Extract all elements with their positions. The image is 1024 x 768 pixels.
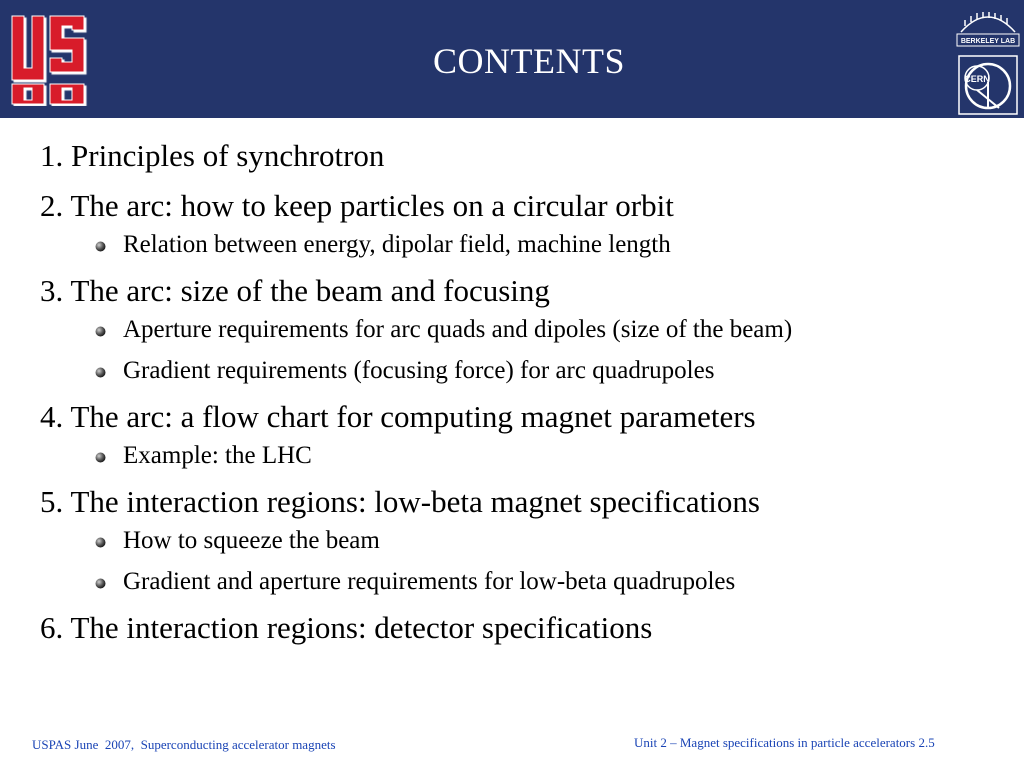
contents-subitem-label: How to squeeze the beam	[123, 527, 380, 554]
contents-subitem	[123, 356, 1010, 386]
sphere-bullet-icon	[95, 326, 106, 337]
slide-title: CONTENTS	[433, 41, 625, 81]
contents-subitem-label: Gradient requirements (focusing force) for arc quadrupoles	[123, 357, 715, 384]
contents-list	[40, 138, 1010, 660]
slide-header	[0, 0, 1024, 118]
contents-item: 4. The arc: a flow chart for computing magnet parameters	[40, 399, 756, 434]
sphere-bullet-icon	[95, 241, 106, 252]
contents-subitem-label: Gradient and aperture requirements for low-beta quadrupoles	[123, 568, 736, 595]
cern-text: CERN	[964, 74, 990, 84]
berkeley-lab-text: BERKELEY LAB	[960, 38, 1016, 45]
contents-subitem-label: Example: the LHC	[123, 442, 312, 469]
contents-subitem	[123, 441, 1010, 471]
contents-subitem	[123, 526, 1010, 556]
contents-subitem	[123, 230, 1010, 260]
contents-subitem	[123, 315, 1010, 345]
contents-item: 1. Principles of synchrotron	[40, 138, 385, 173]
contents-item: 5. The interaction regions: low-beta magnet specifications	[40, 484, 760, 519]
contents-item: 6. The interaction regions: detector specifications	[40, 610, 653, 645]
footer-course: USPAS June 2007, Superconducting accelerator magnets	[32, 737, 336, 752]
contents-item: 3. The arc: size of the beam and focusing	[40, 273, 550, 308]
berkeley-lab-icon	[961, 12, 1015, 32]
sphere-bullet-icon	[95, 367, 106, 378]
berkeley-cern-logo	[955, 4, 1021, 116]
sphere-bullet-icon	[95, 452, 106, 463]
sphere-bullet-icon	[95, 578, 106, 589]
footer-unit: Unit 2 – Magnet specifications in particle accelerators 2.5	[634, 735, 935, 750]
sphere-bullet-icon	[95, 537, 106, 548]
contents-item: 2. The arc: how to keep particles on a circular orbit	[40, 188, 674, 223]
contents-subitem-label: Relation between energy, dipolar field, machine length	[123, 231, 671, 258]
contents-subitem	[123, 567, 1010, 597]
contents-subitem-label: Aperture requirements for arc quads and dipoles (size of the beam)	[123, 316, 793, 343]
